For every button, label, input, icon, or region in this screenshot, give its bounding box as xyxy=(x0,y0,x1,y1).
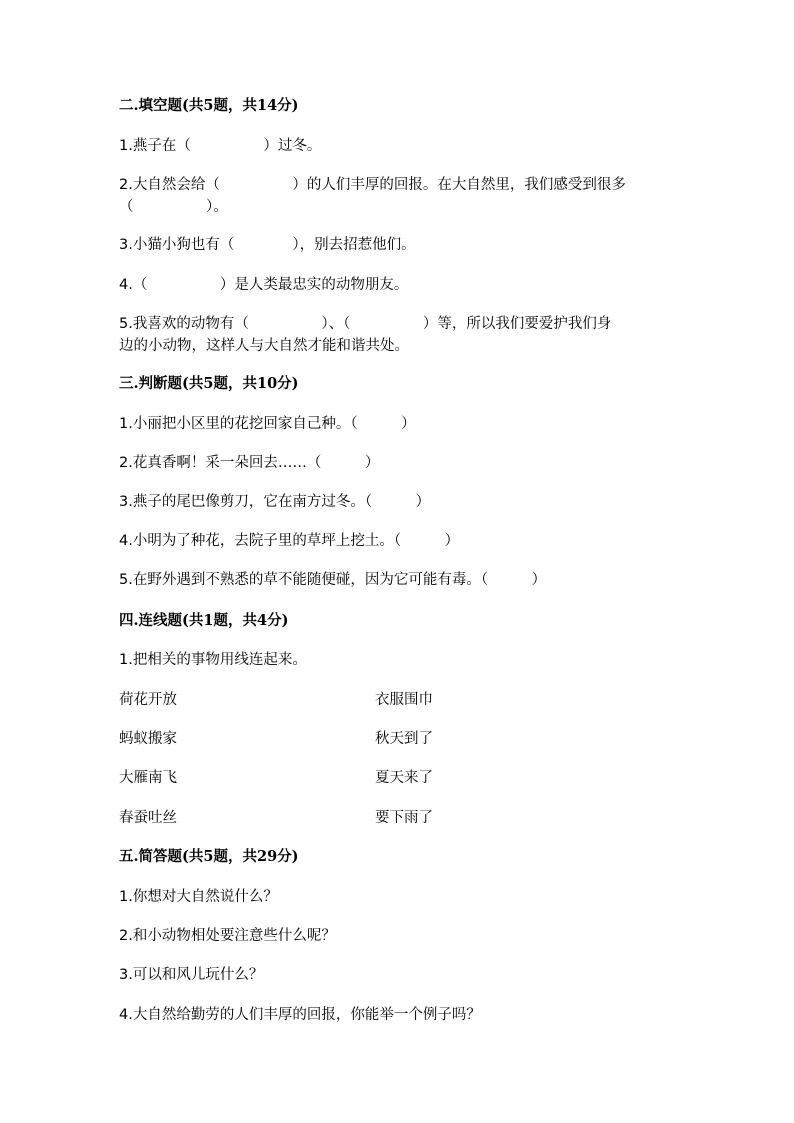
short-answer-question-2: 2.和小动物相处要注意些什么呢？ xyxy=(119,928,336,944)
fill-question-3: 3.小猫小狗也有（ ），别去招惹他们。 xyxy=(119,237,416,253)
fill-question-5-line-1: 5.我喜欢的动物有（ ）、（ ）等，所以我们要爱护我们身 xyxy=(119,316,612,332)
judge-question-3: 3.燕子的尾巴像剪刀，它在南方过冬。（ ） xyxy=(119,494,431,510)
short-answer-question-3: 3.可以和风儿玩什么？ xyxy=(119,967,264,983)
match-right-item: 秋天到了 xyxy=(375,731,433,747)
fill-section-heading: 二.填空题(共5题，共14分) xyxy=(119,97,299,114)
match-left-item: 荷花开放 xyxy=(119,692,177,708)
match-left-item: 春蚕吐丝 xyxy=(119,810,177,826)
judge-question-2: 2.花真香啊！采一朵回去……（ ） xyxy=(119,455,380,471)
match-right-item: 衣服围巾 xyxy=(375,692,433,708)
fill-question-4: 4.（ ）是人类最忠实的动物朋友。 xyxy=(119,277,409,293)
match-question-1: 1.把相关的事物用线连起来。 xyxy=(119,652,307,668)
judge-question-4: 4.小明为了种花，去院子里的草坪上挖土。（ ） xyxy=(119,533,460,549)
short-answer-question-4: 4.大自然给勤劳的人们丰厚的回报，你能举一个例子吗？ xyxy=(119,1007,481,1023)
fill-question-2-line-1: 2.大自然会给（ ）的人们丰厚的回报。在大自然里，我们感受到很多 xyxy=(119,177,626,193)
short-answer-question-1: 1.你想对大自然说什么？ xyxy=(119,889,278,905)
match-section-heading: 四.连线题(共1题，共4分) xyxy=(119,612,289,629)
judge-question-5: 5.在野外遇到不熟悉的草不能随便碰，因为它可能有毒。（ ） xyxy=(119,572,547,588)
match-right-item: 要下雨了 xyxy=(375,810,433,826)
match-left-item: 蚂蚁搬家 xyxy=(119,731,177,747)
match-left-item: 大雁南飞 xyxy=(119,770,177,786)
fill-question-5-line-2: 边的小动物，这样人与大自然才能和谐共处。 xyxy=(119,338,409,354)
fill-question-1: 1.燕子在（ ）过冬。 xyxy=(119,138,322,154)
fill-question-2-line-2: （ ）。 xyxy=(119,199,228,215)
judge-question-1: 1.小丽把小区里的花挖回家自己种。（ ） xyxy=(119,416,416,432)
match-right-item: 夏天来了 xyxy=(375,770,433,786)
short-answer-section-heading: 五.简答题(共5题，共29分) xyxy=(119,848,299,865)
judge-section-heading: 三.判断题(共5题，共10分) xyxy=(119,375,299,392)
